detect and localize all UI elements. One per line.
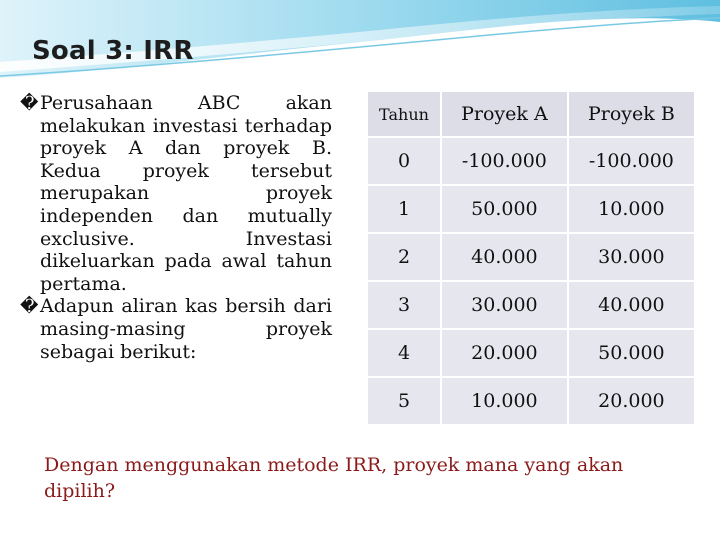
header-project-b: Proyek B — [569, 92, 694, 136]
bullet-icon: � — [20, 93, 39, 114]
cell-project-b: 50.000 — [569, 330, 694, 376]
intro-text — [22, 92, 332, 363]
cell-project-b: -100.000 — [569, 138, 694, 184]
bullet-paragraph-1 — [22, 92, 332, 295]
paragraph-text: Adapun aliran kas bersih dari masing-masing proyek sebagai berikut: — [40, 295, 332, 363]
cell-project-b: 10.000 — [569, 186, 694, 232]
table-row — [368, 282, 694, 328]
question-text: Dengan menggunakan metode IRR, proyek mana yang akan dipilih? — [44, 454, 624, 502]
header-year: Tahun — [368, 92, 440, 136]
cell-year: 4 — [368, 330, 440, 376]
cell-year: 2 — [368, 234, 440, 280]
cell-project-a: -100.000 — [442, 138, 567, 184]
table-header-row — [368, 92, 694, 136]
cash-flow-table — [366, 90, 696, 426]
table-row — [368, 330, 694, 376]
cell-project-a: 30.000 — [442, 282, 567, 328]
cell-project-b: 40.000 — [569, 282, 694, 328]
bullet-paragraph-2 — [22, 295, 332, 363]
cell-year: 5 — [368, 378, 440, 424]
cell-project-a: 50.000 — [442, 186, 567, 232]
header-project-a: Proyek A — [442, 92, 567, 136]
cell-project-b: 20.000 — [569, 378, 694, 424]
paragraph-text: Perusahaan ABC akan melakukan investasi terhadap proyek A dan proyek B. Kedua proyek tersebut merupakan proyek independen dan mutually exclusive. Investasi dikeluarkan pada awal tahun pertama. — [40, 92, 332, 295]
bullet-icon: � — [20, 296, 39, 318]
cell-year: 3 — [368, 282, 440, 328]
table-row — [368, 234, 694, 280]
table-row — [368, 186, 694, 232]
cell-project-a: 20.000 — [442, 330, 567, 376]
slide-title: Soal 3: IRR — [32, 36, 194, 66]
cell-year: 0 — [368, 138, 440, 184]
cell-project-b: 30.000 — [569, 234, 694, 280]
table-row — [368, 138, 694, 184]
cell-year: 1 — [368, 186, 440, 232]
table-row — [368, 378, 694, 424]
cell-project-a: 40.000 — [442, 234, 567, 280]
cell-project-a: 10.000 — [442, 378, 567, 424]
